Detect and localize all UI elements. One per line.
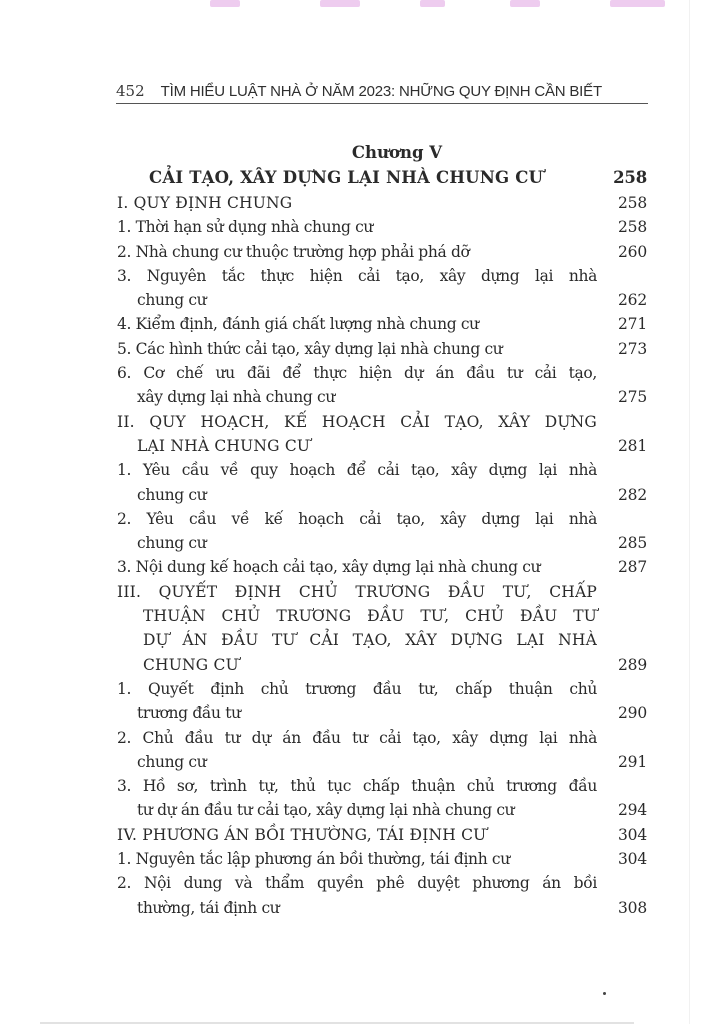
toc-item-title [117, 215, 597, 239]
toc-page-number: 260 [618, 242, 647, 261]
chapter-title: CẢI TẠO, XÂY DỰNG LẠI NHÀ CHUNG CƯ [149, 168, 544, 187]
toc-item-row [117, 677, 647, 726]
toc-section-row [117, 191, 647, 215]
toc-section-title [117, 191, 597, 215]
toc-item-row [117, 458, 647, 507]
toc-item-row [117, 240, 647, 264]
toc-page-number: 304 [618, 850, 647, 869]
toc-page-number: 285 [618, 534, 647, 553]
toc-item-row [117, 774, 647, 823]
toc-line: chung cư [137, 485, 207, 504]
toc-section-row [117, 823, 647, 847]
toc-line: THUẬN CHỦ TRƯƠNG ĐẦU TƯ, CHỦ ĐẦU TƯ [143, 607, 597, 626]
toc-item-title [117, 871, 597, 920]
toc-item-row [117, 361, 647, 410]
running-header [116, 80, 648, 104]
toc-item-row [117, 555, 647, 579]
toc-item-title [117, 312, 597, 336]
toc-item-title [117, 555, 597, 579]
toc-line: xây dựng lại nhà chung cư [137, 388, 336, 407]
toc-page-number: 262 [618, 291, 647, 310]
toc-line: I. QUY ĐỊNH CHUNG [117, 194, 293, 212]
toc-item-row [117, 847, 647, 871]
page-mark-dot [603, 992, 606, 995]
toc-item-title [117, 507, 597, 556]
toc-line: III. QUYẾT ĐỊNH CHỦ TRƯƠNG ĐẦU TƯ, CHẤP [117, 582, 597, 601]
toc-item-title [117, 264, 597, 313]
toc-line: 5. Các hình thức cải tạo, xây dựng lại nhà chung cư [117, 339, 503, 358]
scan-artifact-marks [170, 0, 690, 10]
toc-line: 3. Hồ sơ, trình tự, thủ tục chấp thuận chủ trương đầu [117, 777, 597, 796]
toc-item-row [117, 507, 647, 556]
toc-section-title [117, 823, 597, 847]
toc-line: chung cư [137, 752, 207, 771]
page-number: 452 [116, 82, 145, 100]
toc-section-title [117, 580, 597, 677]
toc-page-number: 271 [618, 315, 647, 334]
page-edge-shadow [689, 0, 690, 1024]
chapter-title-row [117, 165, 647, 191]
toc-page-number: 281 [618, 436, 647, 455]
toc-line: II. QUY HOẠCH, KẾ HOẠCH CẢI TẠO, XÂY DỰNG [117, 412, 597, 431]
toc-line: 4. Kiểm định, đánh giá chất lượng nhà chung cư [117, 315, 479, 334]
toc-item-row [117, 312, 647, 336]
toc-page-number: 287 [618, 558, 647, 577]
toc-section-title [117, 410, 597, 459]
toc-item-title [117, 458, 597, 507]
toc-page-number: 273 [618, 339, 647, 358]
toc-page-number: 290 [618, 704, 647, 723]
toc-line: chung cư [137, 534, 207, 553]
toc-page-number: 258 [618, 194, 647, 212]
toc-page-number: 304 [618, 825, 647, 844]
table-of-contents [117, 140, 647, 920]
toc-item-title [117, 847, 597, 871]
toc-page-number: 294 [618, 801, 647, 820]
toc-line: 1. Nguyên tắc lập phương án bồi thường, tái định cư [117, 850, 510, 869]
toc-line: 2. Chủ đầu tư dự án đầu tư cải tạo, xây dựng lại nhà [117, 728, 597, 747]
toc-page-number: 291 [618, 752, 647, 771]
toc-item-title [117, 677, 597, 726]
chapter-title-page: 258 [613, 168, 647, 187]
chapter-label: Chương V [351, 143, 443, 162]
toc-line: thường, tái định cư [137, 898, 280, 917]
toc-page-number: 275 [618, 388, 647, 407]
toc-page-number: 282 [618, 485, 647, 504]
toc-item-row [117, 215, 647, 239]
toc-item-row [117, 264, 647, 313]
toc-line: LẠI NHÀ CHUNG CƯ [137, 436, 311, 455]
toc-line: 2. Nội dung và thẩm quyền phê duyệt phương án bồi [117, 874, 597, 893]
toc-item-row [117, 337, 647, 361]
toc-line: 1. Thời hạn sử dụng nhà chung cư [117, 218, 374, 237]
toc-entries [117, 191, 647, 920]
toc-line: 3. Nguyên tắc thực hiện cải tạo, xây dựng lại nhà [117, 266, 597, 285]
toc-line: IV. PHƯƠNG ÁN BỒI THƯỜNG, TÁI ĐỊNH CƯ [117, 825, 487, 844]
toc-line: 6. Cơ chế ưu đãi để thực hiện dự án đầu tư cải tạo, [117, 364, 597, 383]
toc-line: 2. Nhà chung cư thuộc trường hợp phải phá dỡ [117, 242, 470, 261]
toc-line: tư dự án đầu tư cải tạo, xây dựng lại nhà chung cư [137, 801, 515, 820]
toc-line: trương đầu tư [137, 704, 241, 723]
toc-line: CHUNG CƯ [143, 655, 239, 674]
toc-item-title [117, 774, 597, 823]
toc-section-row [117, 580, 647, 677]
toc-line: 3. Nội dung kế hoạch cải tạo, xây dựng lại nhà chung cư [117, 558, 541, 577]
toc-page-number: 258 [618, 218, 647, 237]
toc-line: 2. Yêu cầu về kế hoạch cải tạo, xây dựng lại nhà [117, 509, 597, 528]
toc-item-title [117, 337, 597, 361]
toc-line: 1. Quyết định chủ trương đầu tư, chấp thuận chủ [117, 679, 597, 698]
toc-line: chung cư [137, 291, 207, 310]
toc-line: 1. Yêu cầu về quy hoạch để cải tạo, xây dựng lại nhà [117, 461, 597, 480]
toc-item-title [117, 361, 597, 410]
toc-item-row [117, 726, 647, 775]
toc-item-title [117, 726, 597, 775]
toc-item-title [117, 240, 597, 264]
toc-page-number: 308 [618, 898, 647, 917]
toc-line: DỰ ÁN ĐẦU TƯ CẢI TẠO, XÂY DỰNG LẠI NHÀ [143, 631, 597, 650]
toc-item-row [117, 871, 647, 920]
toc-page-number: 289 [618, 655, 647, 674]
book-title: TÌM HIỂU LUẬT NHÀ Ở NĂM 2023: NHỮNG QUY ĐỊNH CẦN BIẾT [160, 83, 602, 100]
toc-section-row [117, 410, 647, 459]
